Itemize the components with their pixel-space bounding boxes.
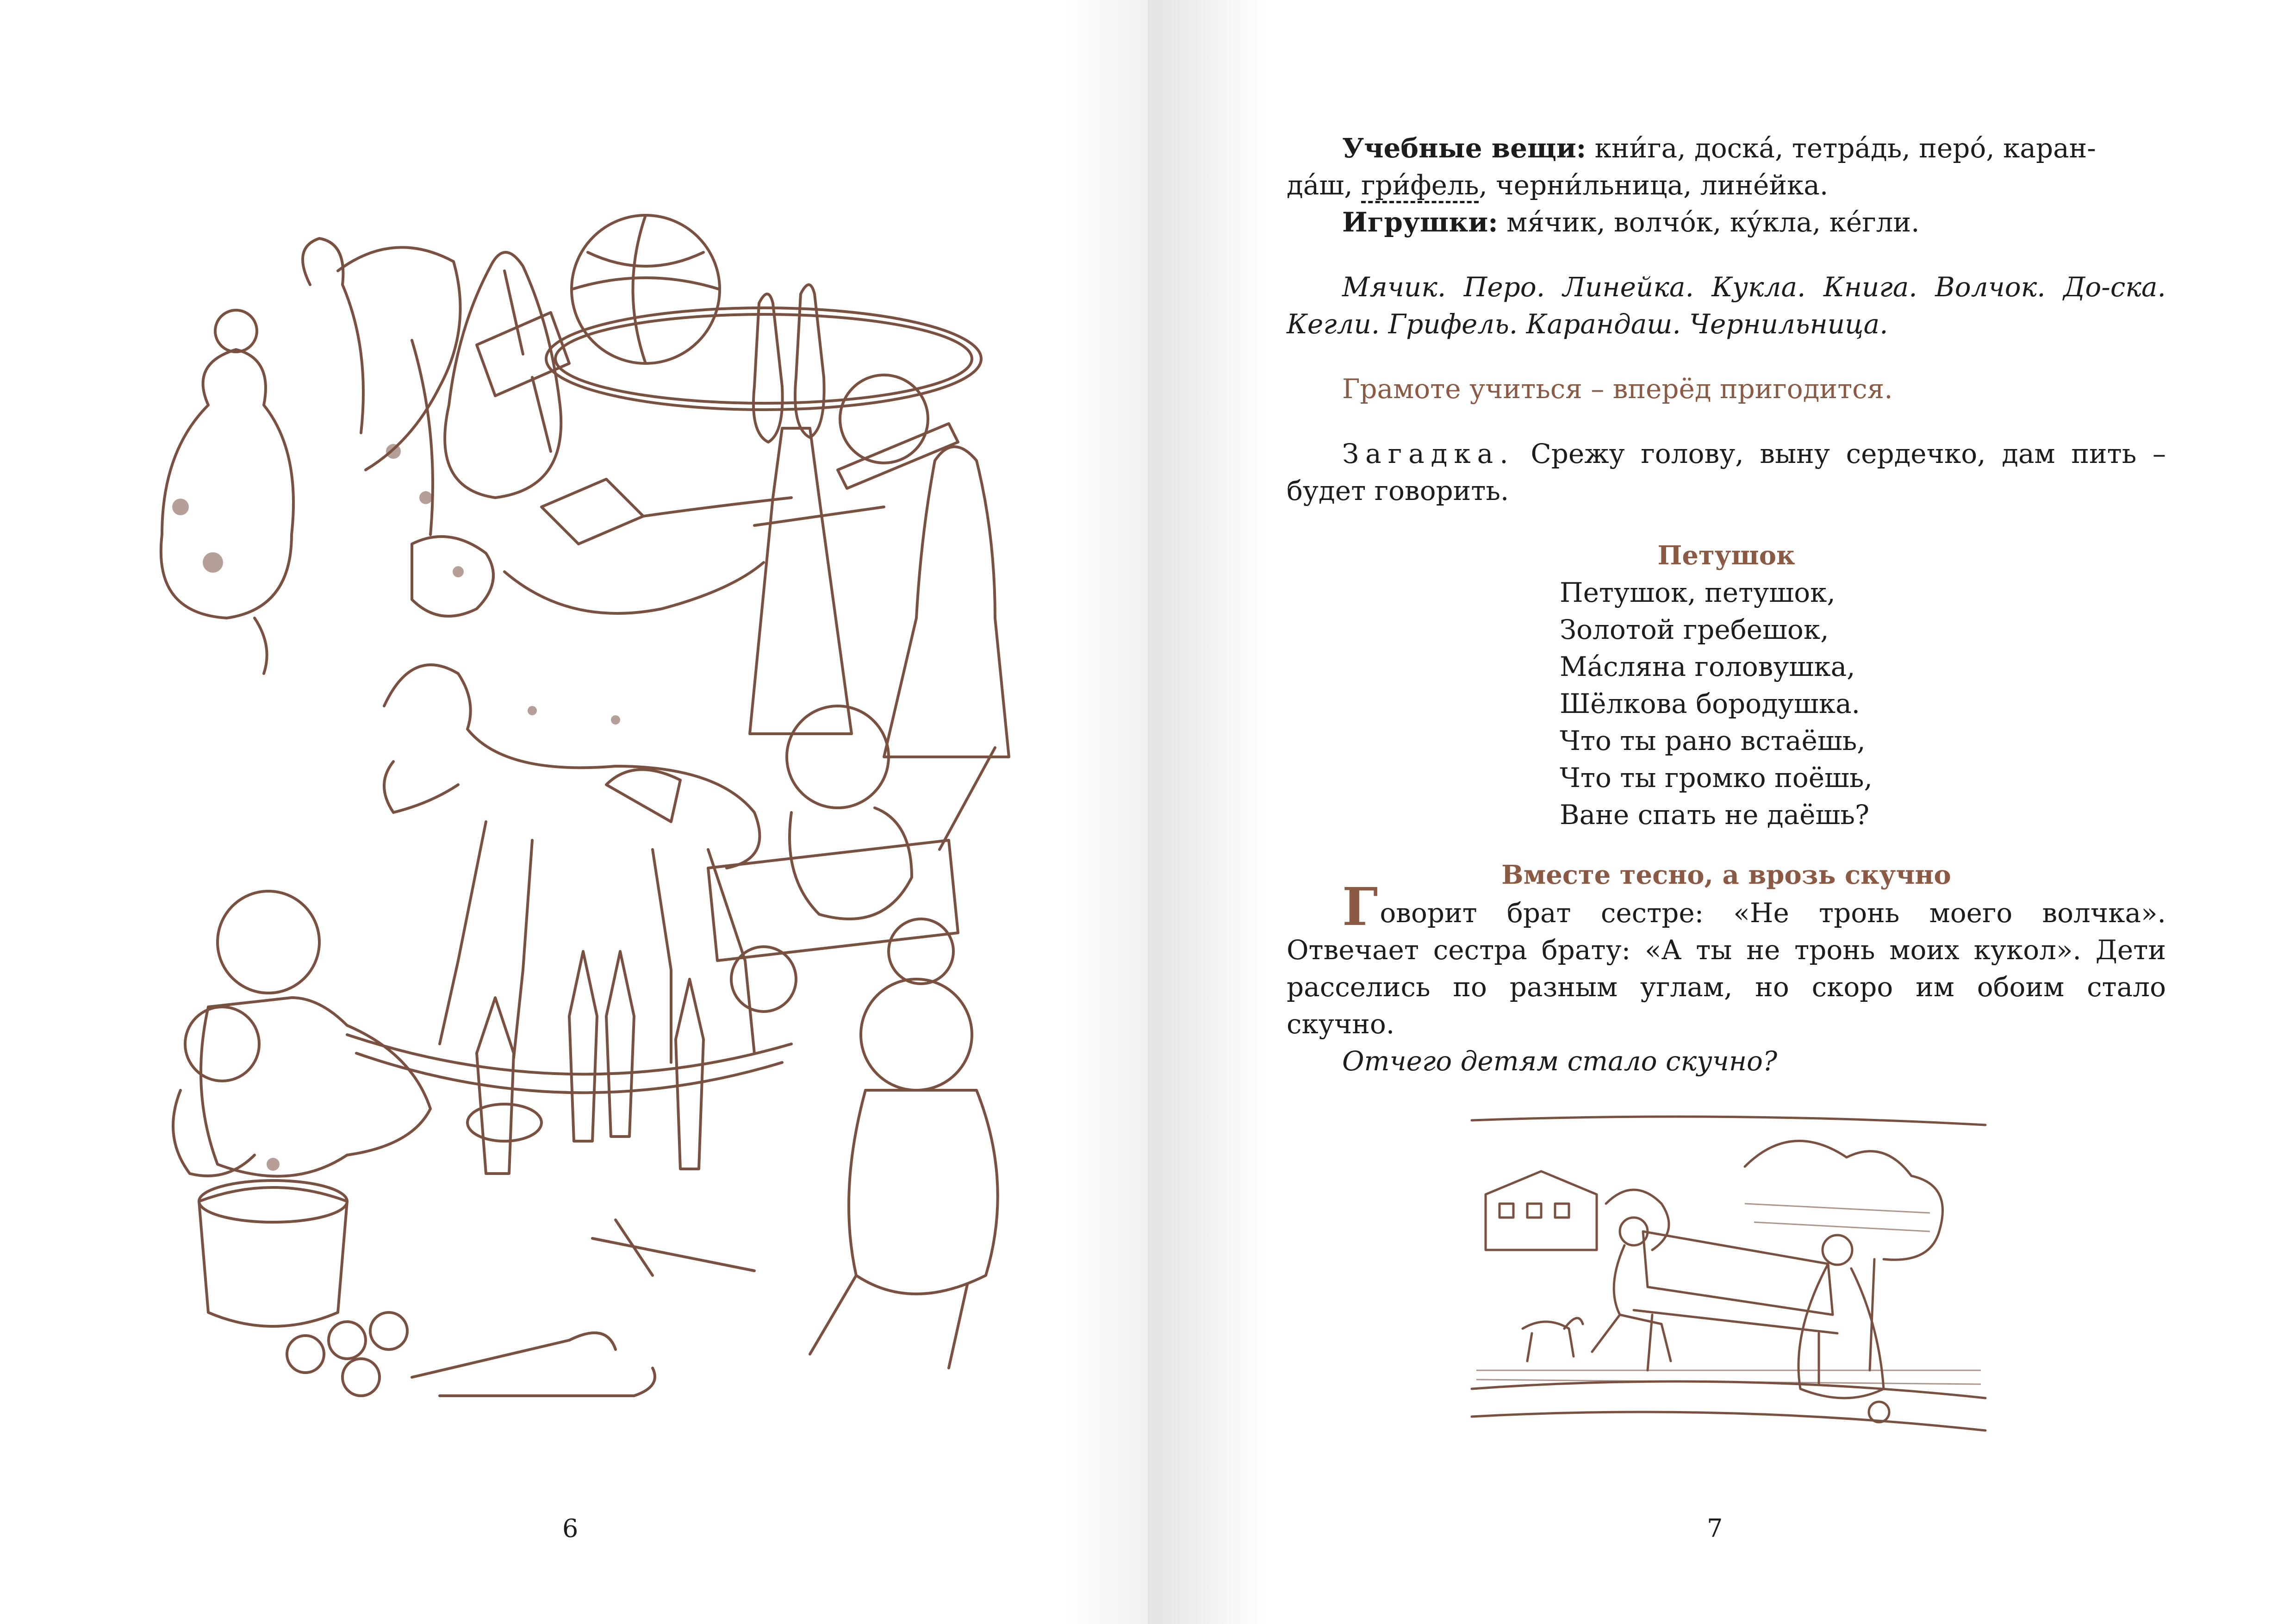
poem — [1560, 574, 2166, 833]
toys-paragraph — [1287, 204, 2166, 241]
page-number-right: 7 — [1707, 1514, 1723, 1543]
poem-line: Что ты рано встаёшь, — [1560, 725, 1866, 756]
poem-line: Золотой гребешок, — [1560, 614, 1829, 645]
poem-title: Петушок — [1657, 540, 1795, 571]
riddle-paragraph — [1287, 435, 2166, 509]
gutter-shadow-left — [1064, 0, 1148, 1624]
spacer — [1287, 407, 2166, 435]
proverb: Грамоте учиться – вперёд пригодится. — [1342, 373, 1893, 405]
toys-illustration — [153, 211, 1014, 1410]
school-items-words-2a: да́ш, — [1287, 169, 1353, 201]
riddle-label: Загадка. — [1342, 438, 1515, 469]
story-text — [1287, 877, 2166, 1043]
gutter-shadow-right — [1148, 0, 1268, 1624]
school-items-words: кни́га, доска́, тетра́дь, перо́, каран- — [1594, 132, 2096, 164]
italic-word-list: Мячик. Перо. Линейка. Кукла. Книга. Волчок. До-ска. Кегли. Грифель. Карандаш. Чернильница. — [1287, 271, 2166, 340]
school-items-words-2c: , черни́льница, лине́йка. — [1479, 169, 1829, 201]
riddle-text: Срежу голову, выну сердечко, дам пить – будет говорить. — [1287, 438, 2166, 506]
spacer — [1287, 509, 2166, 537]
spacer — [1287, 241, 2166, 269]
poem-line: Что ты громко поёшь, — [1560, 762, 1873, 793]
drop-cap: Г — [1342, 877, 1378, 937]
text-column — [1287, 130, 2166, 1080]
story-question: Отчего детям стало скучно? — [1342, 1045, 1778, 1077]
story-title: Вместе тесно, а врозь скучно — [1501, 860, 1951, 890]
spacer — [1287, 343, 2166, 370]
toys-words: мя́чик, волчо́к, ку́кла, ке́гли. — [1506, 206, 1920, 238]
school-items-paragraph — [1287, 130, 2166, 204]
underlined-word: гри́фель — [1361, 169, 1479, 203]
page-number-left: 6 — [562, 1514, 579, 1543]
story-body: оворит брат сестре: «Не тронь моего волчка». Отвечает сестра брату: «А ты не тронь моих кукол». Дети расселись по разным углам, но скоро им обоим стало скучно. — [1287, 897, 2166, 1040]
right-page — [1148, 0, 2296, 1624]
scene-illustration — [1467, 1111, 1990, 1444]
toys-label: Игрушки: — [1342, 206, 1498, 238]
poem-line: Ване спать не даёшь? — [1560, 799, 1870, 831]
poem-line: Петушок, петушок, — [1560, 577, 1836, 608]
poem-line: Ма́сляна головушка, — [1560, 651, 1855, 682]
spacer — [1287, 833, 2166, 856]
school-items-label: Учебные вещи: — [1342, 132, 1587, 164]
poem-line: Шёлкова бородушка. — [1560, 688, 1860, 719]
